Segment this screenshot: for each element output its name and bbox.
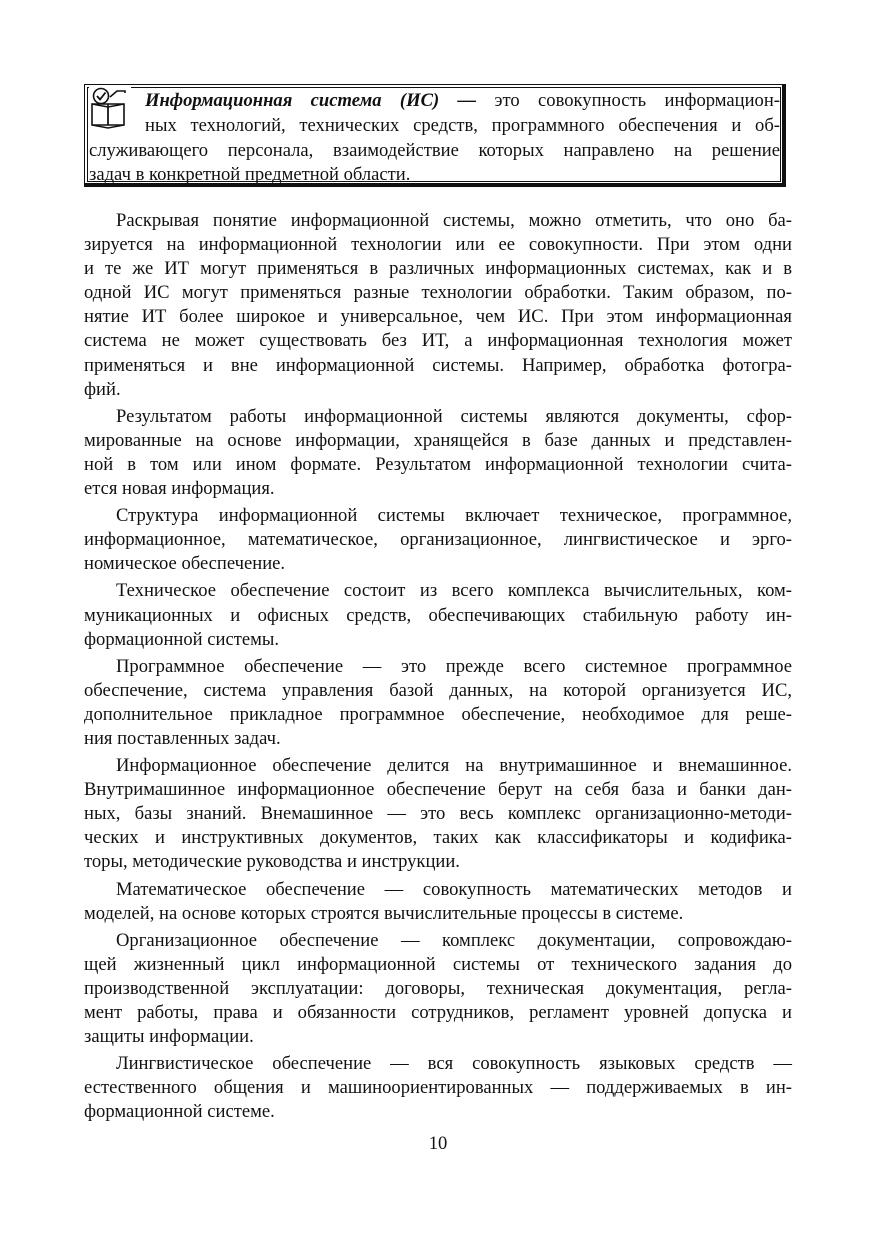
paragraph-line: система не может существовать без ИТ, а информационная технология может: [84, 330, 792, 352]
paragraph: [84, 405, 792, 501]
definition-line: ных технологий, технических средств, программного обеспечения и об-: [145, 114, 780, 136]
paragraph-line: Программное обеспечение — это прежде всего системное программное: [116, 655, 792, 677]
paragraph: [84, 878, 792, 926]
paragraph-line: применяться и вне информационной системы. Например, обработка фотогра-: [84, 354, 792, 376]
paragraph-line: ных, базы знаний. Внемашинное — это весь комплекс организационно-методи-: [84, 803, 792, 825]
page-number: 10: [428, 1133, 448, 1154]
paragraph-line: формационной системе.: [84, 1101, 275, 1123]
paragraph-line: мированные на основе информации, хранящейся в базе данных и представлен-: [84, 429, 792, 451]
paragraph-line: нятие ИТ более широкое и универсальное, чем ИС. При этом информационная: [84, 306, 792, 328]
paragraph: [84, 579, 792, 651]
paragraph-line: производственной эксплуатации: договоры, техническая документация, регла-: [84, 977, 792, 999]
paragraph-line: Результатом работы информационной системы являются документы, сфор-: [116, 405, 792, 427]
paragraph: [84, 754, 792, 874]
paragraph-line: Техническое обеспечение состоит из всего комплекса вычислительных, ком-: [116, 580, 792, 602]
paragraph-line: обеспечение, система управления базой данных, на которой организуется ИС,: [84, 679, 792, 701]
paragraph-line: мент работы, права и обязанности сотрудников, регламент уровней допуска и: [84, 1002, 792, 1023]
paragraph-line: фий.: [84, 378, 121, 400]
paragraph-line: ной в том или ином формате. Результатом информационной технологии счита-: [84, 453, 792, 475]
paragraph-line: номическое обеспечение.: [84, 553, 286, 575]
paragraph-line: формационной системы.: [84, 628, 279, 650]
paragraph-line: Раскрывая понятие информационной системы, можно отметить, что оно ба-: [116, 210, 792, 231]
paragraph-line: моделей, на основе которых строятся вычислительные процессы в системе.: [84, 902, 684, 924]
paragraph-line: ется новая информация.: [84, 478, 275, 500]
paragraph-line: торы, методические руководства и инструкции.: [84, 851, 460, 873]
paragraph-line: Внутримашинное информационное обеспечение берут на себя база и банки дан-: [84, 779, 792, 801]
paragraph-line: ния поставленных задач.: [84, 727, 281, 749]
definition-text: [89, 89, 780, 188]
paragraph: [84, 655, 792, 751]
paragraph-line: и те же ИТ могут применяться в различных информационных системах, как и в: [84, 258, 792, 280]
book-check-icon: [89, 87, 131, 131]
paragraph-line: Организационное обеспечение — комплекс документации, сопровождаю-: [116, 929, 792, 951]
paragraph: [84, 1052, 792, 1124]
paragraph-line: Математическое обеспечение — совокупность математических методов и: [116, 878, 792, 900]
paragraph-line: дополнительное прикладное программное обеспечение, необходимое для реше-: [84, 703, 792, 725]
definition-line: служивающего персонала, взаимодействие которых направлено на решение: [89, 139, 780, 161]
definition-box: [84, 84, 786, 187]
paragraph-line: одной ИС могут применяться разные технологии обработки. Таким образом, по-: [84, 282, 792, 304]
paragraph: [84, 929, 792, 1049]
paragraph-line: информационное, математическое, организационное, лингвистическое и эрго-: [84, 529, 792, 551]
body-text: [84, 209, 792, 1127]
paragraph-line: Структура информационной системы включает техническое, программное,: [116, 505, 792, 527]
paragraph-line: естественного общения и машиноориентированных — поддерживаемых в ин-: [84, 1077, 792, 1099]
definition-line: Информационная система (ИС) — это совокупность информацион-: [145, 90, 780, 111]
paragraph-line: Информационное обеспечение делится на внутримашинное и внемашинное.: [116, 755, 792, 777]
paragraph: [84, 209, 792, 402]
definition-term: Информационная система (ИС) —: [145, 90, 477, 111]
paragraph-line: щей жизненный цикл информационной системы от технического задания до: [84, 953, 792, 975]
paragraph-line: Лингвистическое обеспечение — вся совокупность языковых средств —: [116, 1053, 792, 1075]
paragraph-line: муникационных и офисных средств, обеспечивающих стабильную работу ин-: [84, 604, 792, 626]
paragraph: [84, 504, 792, 576]
paragraph-line: защиты информации.: [84, 1026, 254, 1048]
definition-line: задач в конкретной предметной области.: [89, 164, 411, 186]
paragraph-line: зируется на информационной технологии или ее совокупности. При этом одни: [84, 234, 792, 256]
paragraph-line: ческих и инструктивных документов, таких как классификаторы и кодифика-: [84, 827, 792, 849]
